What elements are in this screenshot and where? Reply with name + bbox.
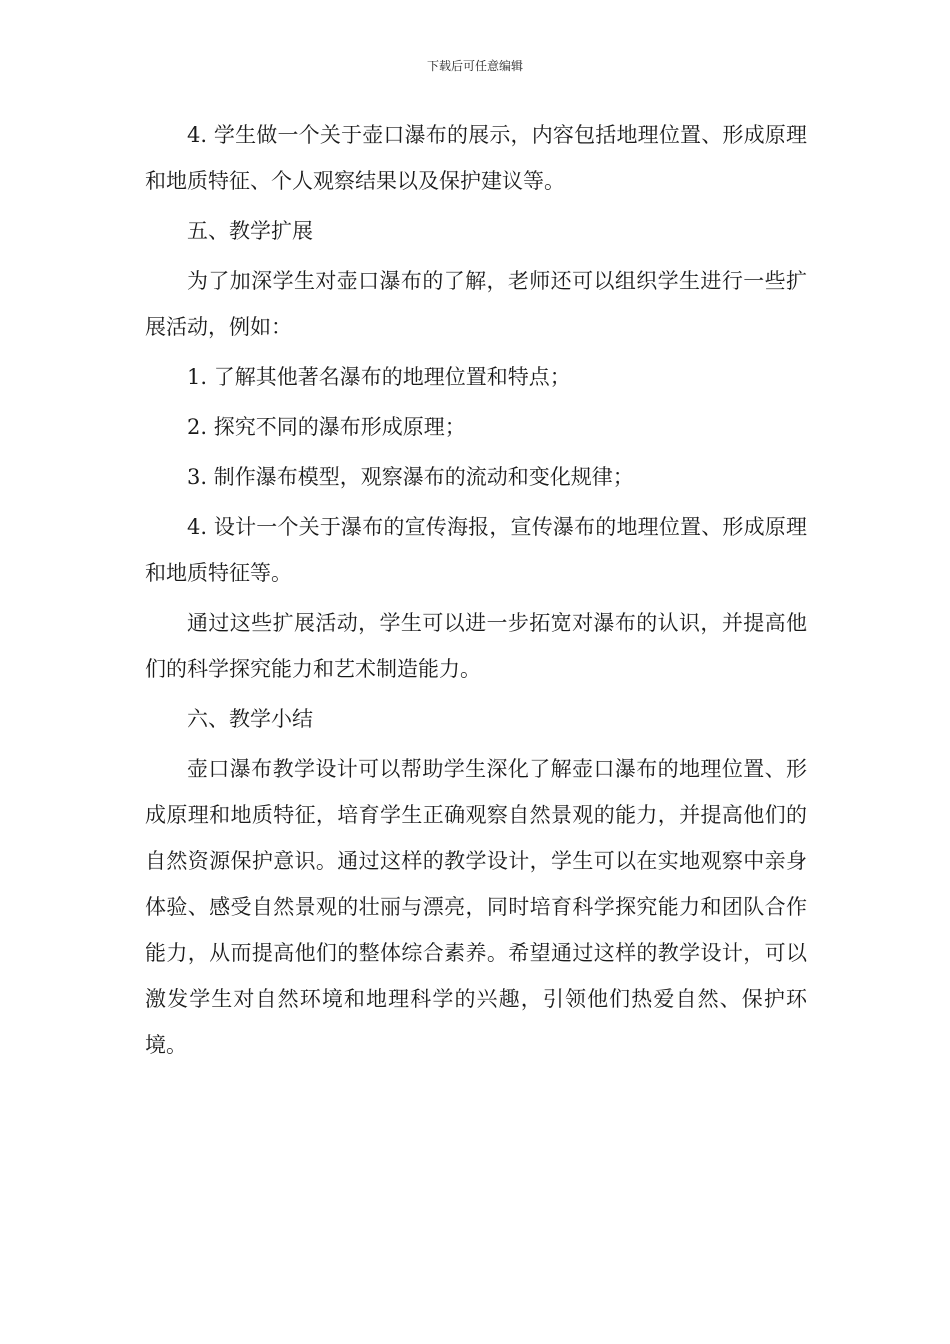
list-item-2: 2. 探究不同的瀑布形成原理； [187,415,466,439]
paragraph-conclusion: 壶口瀑布教学设计可以帮助学生深化了解壶口瀑布的地理位置、形成原理和地质特征，培育学生正确观察自然景观的能力，并提高他们的自然资源保护意识。通过这样的教学设计，学生可以在实地观察中亲身体验、感受自然景观的壮丽与漂亮，同时培育科学探究能力和团队合作能力，从而提高他们的整体综合素养。希望通过这样的教学设计，可以激发学生对自然环境和地理科学的兴趣，引领他们热爱自然、保护环境。 [145,757,807,1057]
paragraph-extension-summary: 通过这些扩展活动，学生可以进一步拓宽对瀑布的认识，并提高他们的科学探究能力和艺术制造能力。 [145,611,807,681]
list-item-3: 3. 制作瀑布模型，观察瀑布的流动和变化规律； [187,465,634,489]
document-body [145,112,807,1072]
paragraph-item-4-showcase: 4. 学生做一个关于壶口瀑布的展示，内容包括地理位置、形成原理和地质特征、个人观察结果以及保护建议等。 [145,123,807,193]
list-item-4: 4. 设计一个关于瀑布的宣传海报，宣传瀑布的地理位置、形成原理和地质特征等。 [145,515,807,585]
list-item-1: 1. 了解其他著名瀑布的地理位置和特点； [187,365,571,389]
section-heading-teaching-extension: 五、教学扩展 [187,219,313,243]
paragraph-extension-intro: 为了加深学生对壶口瀑布的了解，老师还可以组织学生进行一些扩展活动，例如： [145,269,807,339]
page-header: 下载后可任意编辑 [426,59,523,73]
section-heading-teaching-summary: 六、教学小结 [187,707,313,731]
